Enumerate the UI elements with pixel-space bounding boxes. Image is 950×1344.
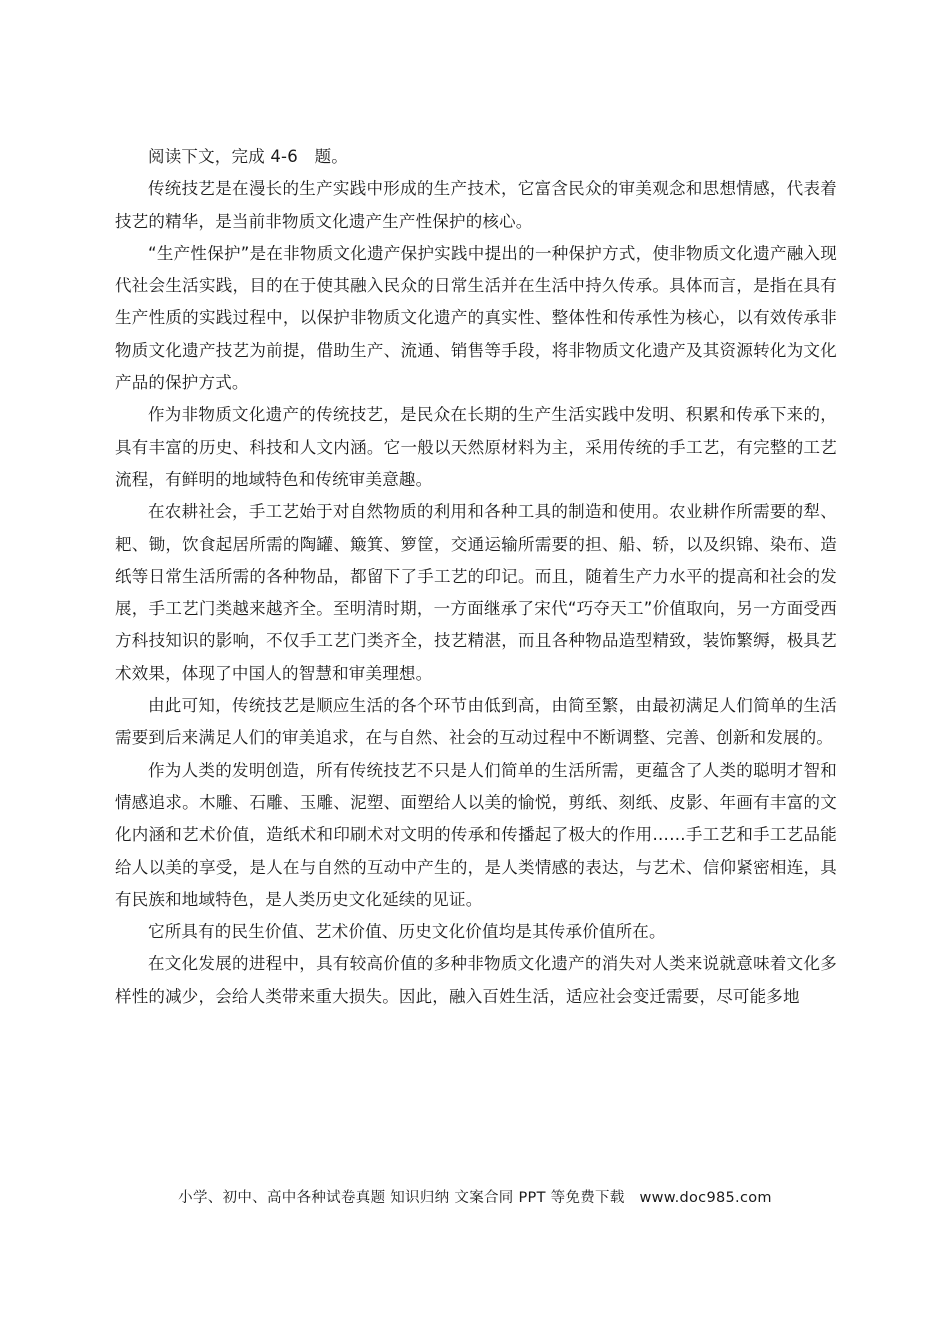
- reading-instruction: 阅读下文，完成 4-6 题。: [148, 147, 348, 166]
- paragraph-1: 传统技艺是在漫长的生产实践中形成的生产技术，它富含民众的审美观念和思想情感，代表着技艺的精华，是当前非物质文化遗产生产性保护的核心。: [115, 179, 837, 231]
- paragraph-6: 作为人类的发明创造，所有传统技艺不只是人们简单的生活所需，更蕴含了人类的聪明才智和情感追求。木雕、石雕、玉雕、泥塑、面塑给人以美的愉悦，剪纸、刻纸、皮影、年画有丰富的文化内涵和艺术价值，造纸术和印刷术对文明的传承和传播起了极大的作用……手工艺和手工艺品能给人以美的享受，是人在与自然的互动中产生的，是人类情感的表达，与艺术、信仰紧密相连，具有民族和地域特色，是人类历史文化延续的见证。: [115, 760, 837, 909]
- document-body: [115, 141, 837, 1013]
- paragraph-5: 由此可知，传统技艺是顺应生活的各个环节由低到高，由简至繁，由最初满足人们简单的生活需要到后来满足人们的审美追求，在与自然、社会的互动过程中不断调整、完善、创新和发展的。: [115, 696, 837, 748]
- paragraph-7: 它所具有的民生价值、艺术价值、历史文化价值均是其传承价值所在。: [148, 922, 666, 942]
- page-footer: 小学、初中、高中各种试卷真题 知识归纳 文案合同 PPT 等免费下载 www.doc985.com: [178, 1190, 772, 1206]
- paragraph-4: 在农耕社会，手工艺始于对自然物质的利用和各种工具的制造和使用。农业耕作所需要的犁、耙、锄，饮食起居所需的陶罐、簸箕、箩筐，交通运输所需要的担、船、轿，以及织锦、染布、造纸等日常生活所需的各种物品，都留下了手工艺的印记。而且，随着生产力水平的提高和社会的发展，手工艺门类越来越齐全。至明清时期，一方面继承了宋代“巧夺天工”价值取向，另一方面受西方科技知识的影响，不仅手工艺门类齐全，技艺精湛，而且各种物品造型精致，装饰繁缛，极具艺术效果，体现了中国人的智慧和审美理想。: [115, 502, 837, 683]
- paragraph-3: 作为非物质文化遗产的传统技艺，是民众在长期的生产生活实践中发明、积累和传承下来的，具有丰富的历史、科技和人文内涵。它一般以天然原材料为主，采用传统的手工艺，有完整的工艺流程，有鲜明的地域特色和传统审美意趣。: [115, 405, 837, 489]
- paragraph-8: 在文化发展的进程中，具有较高价值的多种非物质文化遗产的消失对人类来说就意味着文化多样性的减少，会给人类带来重大损失。因此，融入百姓生活，适应社会变迁需要，尽可能多地: [115, 954, 837, 1006]
- paragraph-2: “生产性保护”是在非物质文化遗产保护实践中提出的一种保护方式，使非物质文化遗产融入现代社会生活实践，目的在于使其融入民众的日常生活并在生活中持久传承。具体而言，是指在具有生产性质的实践过程中，以保护非物质文化遗产的真实性、整体性和传承性为核心，以有效传承非物质文化遗产技艺为前提，借助生产、流通、销售等手段，将非物质文化遗产及其资源转化为文化产品的保护方式。: [115, 243, 837, 393]
